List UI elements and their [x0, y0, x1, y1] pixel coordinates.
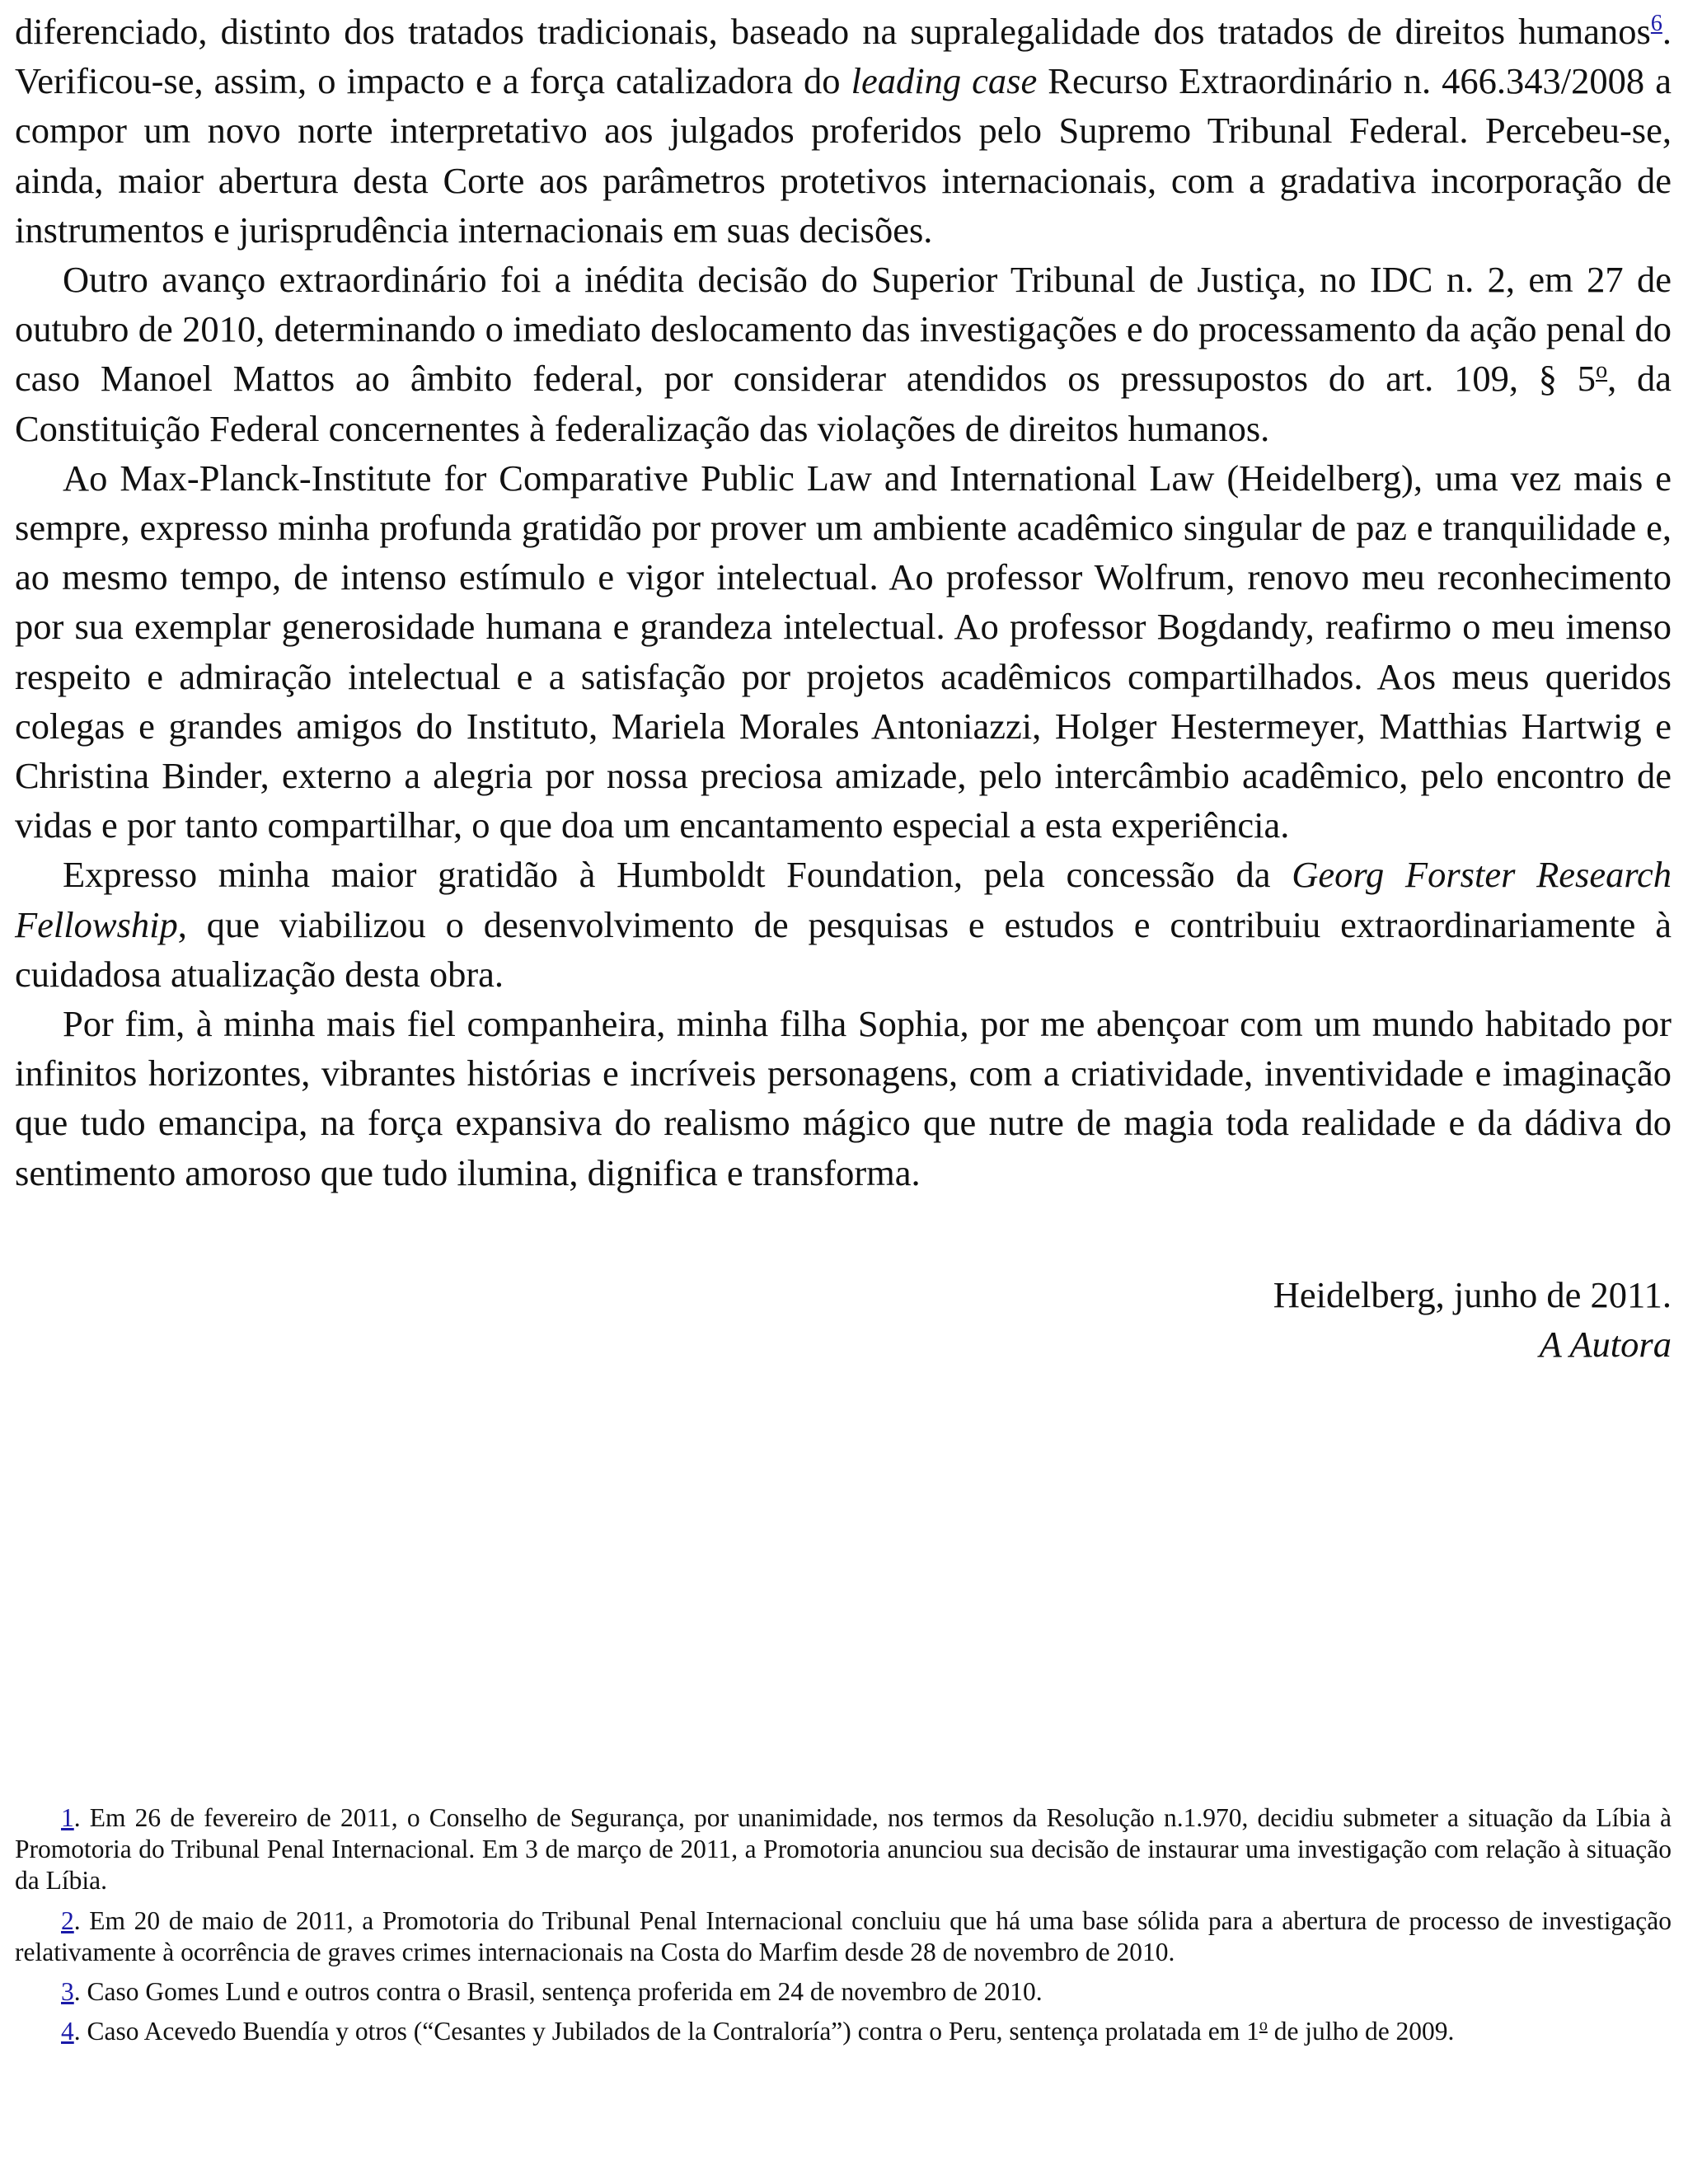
paragraph-5: Por fim, à minha mais fiel companheira, minha filha Sophia, por me abençoar com um mundo habitado por infinitos horizontes, vibrantes histórias e incríveis personagens, com a criatividade, inventividade e imaginação que tudo emancipa, na força expansiva do realismo mágico que nutre de magia toda realidade e da dádiva do sentimento amoroso que tudo ilumina, dignifica e transforma. — [15, 1003, 1672, 1193]
footnote-3: 3. Caso Gomes Lund e outros contra o Brasil, sentença proferida em 24 de novembro de 2010. — [61, 1977, 1043, 2007]
footnote-1: 1. Em 26 de fevereiro de 2011, o Conselho de Segurança, por unanimidade, nos termos da Resolução n.1.970, decidiu submeter a situação da Líbia à Promotoria do Tribunal Penal Internacional. Em 3 de março de 2011, a Promotoria anunciou sua decisão de instaurar uma investigação com relação à situação da Líbia. — [15, 1803, 1672, 1896]
ordinal-mark: o — [1259, 2016, 1268, 2035]
ordinal-mark: o — [1596, 358, 1608, 384]
place-date: Heidelberg, junho de 2011. — [1273, 1273, 1672, 1315]
body-text — [15, 7, 1672, 1197]
footnote-link[interactable]: 4 — [61, 2017, 74, 2046]
paragraph-3: Ao Max-Planck-Institute for Comparative Public Law and International Law (Heidelberg), uma vez mais e sempre, expresso minha profunda gratidão por prover um ambiente acadêmico singular de paz e tranquilidade e, ao mesmo tempo, de intenso estímulo e vigor intelectual. Ao professor Wolfrum, renovo meu reconhecimento por sua exemplar generosidade humana e grandeza intelectual. Ao professor Bogdandy, reafirmo o meu imenso respeito e admiração intelectual e a satisfação por projetos acadêmicos compartilhados. Aos meus queridos colegas e grandes amigos do Instituto, Mariela Morales Antoniazzi, Holger Hestermeyer, Matthias Hartwig e Christina Binder, externo a alegria por nossa preciosa amizade, pelo intercâmbio acadêmico, pelo encontro de vidas e por tanto compartilhar, o que doa um encantamento especial a esta experiência. — [15, 457, 1672, 846]
footnote-2: 2. Em 20 de maio de 2011, a Promotoria do Tribunal Penal Internacional concluiu que há uma base sólida para a abertura de processo de investigação relativamente à ocorrência de graves crimes internacionais na Costa do Marfim desde 28 de novembro de 2010. — [15, 1905, 1672, 1966]
paragraph-4: Expresso minha maior gratidão à Humboldt Foundation, pela concessão da Georg Forster Research Fellowship, que viabilizou o desenvolvimento de pesquisas e estudos e contribuiu extraordinariamente à cuidadosa atualização desta obra. — [15, 854, 1672, 995]
footnote-link[interactable]: 3 — [61, 1977, 74, 2007]
paragraph-2: Outro avanço extraordinário foi a inédita decisão do Superior Tribunal de Justiça, no IDC n. 2, em 27 de outubro de 2010, determinando o imediato deslocamento das investigações e do processamento da ação penal do caso Manoel Mattos ao âmbito federal, por considerar atendidos os pressupostos do art. 109, § 5$^o$, da Constituição Federal concernentes à federalização das violações de direitos humanos. — [15, 259, 1672, 449]
document-page — [15, 7, 1672, 1369]
footnote-link[interactable]: 2 — [61, 1905, 74, 1935]
footnote-ref-6[interactable]: 6 — [1650, 11, 1662, 37]
paragraph-1: diferenciado, distinto dos tratados tradicionais, baseado na supralegalidade dos tratados de direitos humanos$^6$. Verificou-se, assim, o impacto e a força catalizadora do leading case Recurso Extraordinário n. 466.343/2008 a compor um novo norte interpretativo aos julgados proferidos pelo Supremo Tribunal Federal. Percebeu-se, ainda, maior abertura desta Corte aos parâmetros protetivos internacionais, com a gradativa incorporação de instrumentos e jurisprudência internacionais em suas decisões. — [15, 11, 1672, 251]
author-name: A Autora — [1539, 1323, 1672, 1365]
footnotes — [15, 1802, 1672, 2055]
footnote-link[interactable]: 1 — [61, 1803, 74, 1832]
footnote-4: 4. Caso Acevedo Buendía y otros (“Cesantes y Jubilados de la Contraloría”) contra o Peru, sentença prolatada em 1$^o$ de julho de 2009. — [61, 2016, 1455, 2046]
signature-block — [15, 1270, 1672, 1369]
